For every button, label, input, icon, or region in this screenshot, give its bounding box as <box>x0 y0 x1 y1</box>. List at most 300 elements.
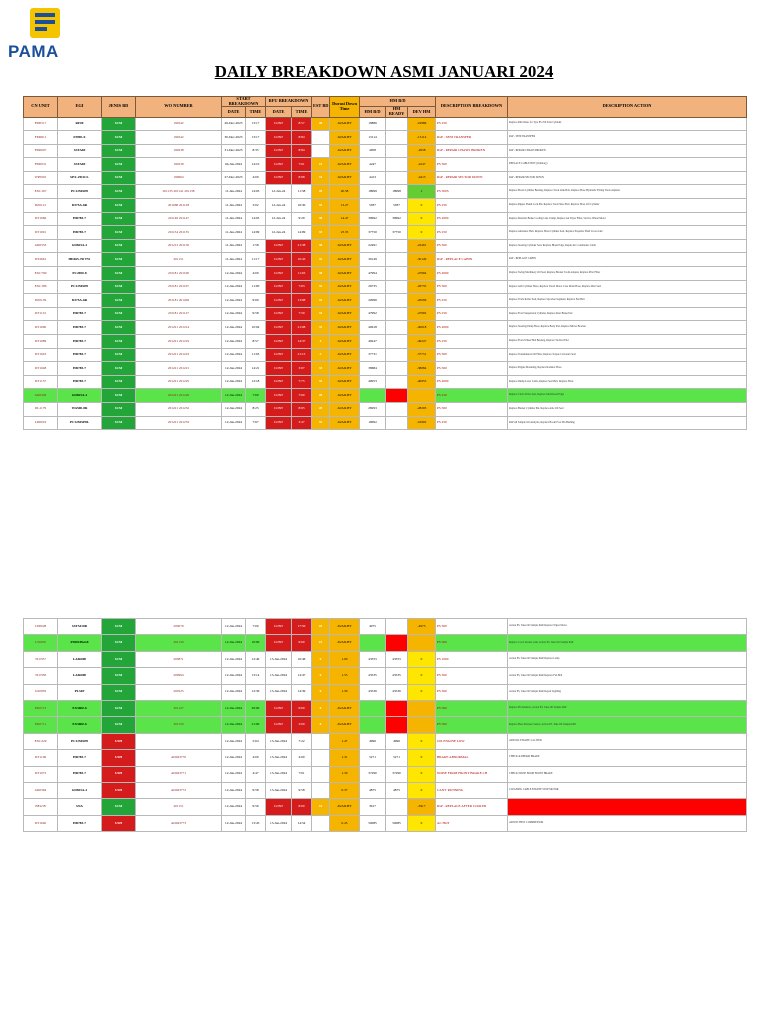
start-date-cell: 12-Jan-2024 <box>222 619 246 635</box>
jenis-bd-cell: SCM <box>102 171 136 185</box>
cn-unit-cell: DT1109 <box>24 750 58 766</box>
description-action-cell: RxP - REPAIR CHASIS BROKEN <box>508 144 747 158</box>
hm-bd-cell: 18999 <box>360 185 386 199</box>
rfu-time-cell: 3:07 <box>292 362 312 376</box>
start-date-cell: 11-Jan-2024 <box>222 226 246 240</box>
table-row <box>24 815 747 831</box>
start-date-cell: 12-Jan-2024 <box>222 717 246 733</box>
jenis-bd-cell: SCM <box>102 389 136 403</box>
egi-cell: HD785-7 <box>58 335 102 349</box>
cn-unit-cell: FM0031 <box>24 158 58 172</box>
egi-cell: HD785-7 <box>58 815 102 831</box>
hm-ready-cell: 37750 <box>386 226 408 240</box>
jenis-bd-cell: SCM <box>102 348 136 362</box>
start-time-cell: 12:36 <box>246 684 266 700</box>
start-time-cell: 10:04 <box>246 321 266 335</box>
rfu-date-cell: 13-Jan-2024 <box>266 733 292 749</box>
est-bd-cell: 33 <box>312 280 330 294</box>
start-time-cell: 12:40 <box>246 651 266 667</box>
col-durasi: Durasi Down Time <box>330 97 360 118</box>
col-hm-ready: HM READY <box>386 107 408 117</box>
dev-hm-cell: -37731 <box>408 348 436 362</box>
cn-unit-cell: DT1137 <box>24 375 58 389</box>
start-time-cell: 20:00 <box>246 700 266 716</box>
description-breakdown-cell: RxP - REPLACE CABIN <box>436 253 508 267</box>
cn-unit-cell: DL1179 <box>24 402 58 416</box>
start-date-cell: 12-Jan-2024 <box>222 684 246 700</box>
hm-ready-cell: 43539 <box>386 684 408 700</box>
start-date-cell: 30-Dec-2023 <box>222 131 246 145</box>
start-date-cell: 12-Jan-2024 <box>222 389 246 403</box>
rfu-time-cell: 17:50 <box>292 619 312 635</box>
wo-number-cell: AD043770 <box>136 750 222 766</box>
description-breakdown-cell: PS 250 <box>436 416 508 430</box>
egi-cell: PC1250SP8L <box>58 416 102 430</box>
rfu-time-cell: 14:09 <box>292 226 312 240</box>
est-bd-cell: 4 <box>312 335 330 349</box>
rfu-time-cell: 8:98 <box>292 171 312 185</box>
description-breakdown-cell: PS 250 <box>436 307 508 321</box>
start-time-cell: 4:00 <box>246 171 266 185</box>
rfu-time-cell: 14:37 <box>292 335 312 349</box>
wo-number-cell: 201181 201127 <box>136 307 222 321</box>
rfu-time-cell: 8:84 <box>292 144 312 158</box>
est-bd-cell: 6 <box>312 717 330 733</box>
rfu-date-cell: CONT <box>266 635 292 651</box>
hm-ready-cell <box>386 717 408 733</box>
wo-number-cell: 201221 201221 <box>136 362 222 376</box>
start-date-cell: 12-Jan-2024 <box>222 294 246 308</box>
rfu-time-cell: 6:00 <box>292 635 312 651</box>
jenis-bd-cell: SCM <box>102 717 136 733</box>
hm-ready-cell <box>386 348 408 362</box>
cn-unit-cell: DT1066 <box>24 212 58 226</box>
rfu-date-cell: CONT <box>266 348 292 362</box>
rfu-date-cell: CONT <box>266 717 292 733</box>
jenis-bd-cell: SCM <box>102 321 136 335</box>
durasi-cell: 1.00 <box>330 651 360 667</box>
hm-ready-cell <box>386 402 408 416</box>
wo-number-cell: AD043773 <box>136 815 222 831</box>
egi-cell: HD785-7 <box>58 212 102 226</box>
hm-bd-cell: 43535 <box>360 668 386 684</box>
description-action-cell: CLEANING CABLE ENGINE STOP MOTOR <box>508 782 747 798</box>
rfu-date-cell: CONT <box>266 171 292 185</box>
hm-bd-cell: 39992 <box>360 212 386 226</box>
rfu-time-cell: 7:00 <box>292 389 312 403</box>
jenis-bd-cell: SCM <box>102 799 136 815</box>
wo-number-cell: 201151 <box>136 799 222 815</box>
description-breakdown-cell: PS 500 <box>436 684 508 700</box>
table-row <box>24 239 747 253</box>
rfu-date-cell: 12-Jan-24 <box>266 199 292 213</box>
start-date-cell: 12-Jan-2024 <box>222 348 246 362</box>
dev-hm-cell: -26735 <box>408 280 436 294</box>
cn-unit-cell: DZ0121 <box>24 199 58 213</box>
hm-ready-cell: 37290 <box>386 766 408 782</box>
cn-unit-cell: LD0019 <box>24 416 58 430</box>
egi-cell: PC1250SP8 <box>58 185 102 199</box>
jenis-bd-cell: SCM <box>102 185 136 199</box>
logo-text: PAMA <box>8 42 59 61</box>
durasi-cell: AVAILBY <box>330 239 360 253</box>
cn-unit-cell: BEG58 <box>24 799 58 815</box>
description-breakdown-cell: RxP - REPAIR CHASIS BROKEN <box>436 144 508 158</box>
egi-cell: LA66000 <box>58 651 102 667</box>
start-date-cell: 11-Jan-2024 <box>222 239 246 253</box>
rfu-time-cell: 7:01 <box>292 766 312 782</box>
egi-cell: HD785-7 <box>58 321 102 335</box>
durasi-cell: 1.30 <box>330 766 360 782</box>
start-date-cell: 12-Jan-2024 <box>222 733 246 749</box>
description-action-cell: Replace Pin Radiator, Action PS, Take Oil Sample PAP <box>508 700 747 716</box>
egi-cell: HD785-7 <box>58 750 102 766</box>
cn-unit-cell: TL0357 <box>24 651 58 667</box>
dev-hm-cell: -22491 <box>408 239 436 253</box>
egi-cell: PC1250SP8 <box>58 280 102 294</box>
hm-ready-cell <box>386 280 408 294</box>
egi-cell: WA500-8R <box>58 402 102 416</box>
hm-bd-cell: 50085 <box>360 815 386 831</box>
est-bd-cell: 31 <box>312 171 330 185</box>
wo-number-cell: 190238 <box>136 144 222 158</box>
description-action-cell: Replace Engine Mounting, Replace Radiator Hose <box>508 362 747 376</box>
description-action-cell: Action PS, Take Oil Sample PAP, Repair Lighting <box>508 684 747 700</box>
cn-unit-cell: DT1040 <box>24 815 58 831</box>
egi-cell: P380CBtex8 <box>58 635 102 651</box>
start-time-cell: 9:58 <box>246 307 266 321</box>
rfu-date-cell: CONT <box>266 158 292 172</box>
dev-hm-cell <box>408 700 436 716</box>
start-time-cell: 8:57 <box>246 335 266 349</box>
table-row <box>24 684 747 700</box>
durasi-cell: AVAILBY <box>330 131 360 145</box>
dev-hm-cell: 0 <box>408 651 436 667</box>
description-action-cell: Replace Cover Rocker Arm, Action PS, Take Oil Sample PAP <box>508 635 747 651</box>
description-action-cell: CHECK NOISE FROM FRONT BRAKE <box>508 766 747 782</box>
est-bd-cell: 48 <box>312 117 330 131</box>
description-action-cell: Action PS, Take Oil Sample PAP, Replace Fan Belt <box>508 668 747 684</box>
start-time-cell: 11:17 <box>246 253 266 267</box>
start-date-cell: 12-Jan-2024 <box>222 280 246 294</box>
breakdown-table-bottom <box>23 618 747 832</box>
start-time-cell: 14:21 <box>246 362 266 376</box>
durasi-cell: AVAILBY <box>330 348 360 362</box>
est-bd-cell: 38 <box>312 239 330 253</box>
durasi-cell: AVAILBY <box>330 416 360 430</box>
wo-number-cell: 201221 201232 <box>136 402 222 416</box>
rfu-date-cell: 13-Jan-2024 <box>266 651 292 667</box>
col-jenis-bd: JENIS BD <box>102 97 136 118</box>
description-breakdown-cell: PS 500 <box>436 362 508 376</box>
page-title: DAILY BREAKDOWN ASMI JANUARI 2024 <box>214 62 554 81</box>
jenis-bd-cell: SCM <box>102 253 136 267</box>
hm-ready-cell <box>386 335 408 349</box>
est-bd-cell: 33 <box>312 321 330 335</box>
wo-number-cell: 201181 201190 <box>136 267 222 281</box>
est-bd-cell: 33 <box>312 375 330 389</box>
hm-ready-cell: 43535 <box>386 668 408 684</box>
table-row <box>24 619 747 635</box>
wo-number-cell: 201146 201147 <box>136 212 222 226</box>
dev-hm-cell: -28293 <box>408 402 436 416</box>
description-breakdown-cell: RxP - REPAIR SECTOR DOWN <box>436 171 508 185</box>
col-est-bd: EST BD <box>312 97 330 118</box>
hm-bd-cell: 43539 <box>360 684 386 700</box>
durasi-cell: 14.47 <box>330 212 360 226</box>
start-date-cell: 12-Jan-2024 <box>222 750 246 766</box>
hm-ready-cell <box>386 700 408 716</box>
start-date-cell: 12-Jan-2024 <box>222 651 246 667</box>
dev-hm-cell: -4958 <box>408 144 436 158</box>
dev-hm-cell: -47994 <box>408 267 436 281</box>
durasi-cell: AVAILBY <box>330 362 360 376</box>
wo-number-cell: 201150 <box>136 717 222 733</box>
rfu-date-cell: 13-Jan-2024 <box>266 782 292 798</box>
durasi-cell: AVAILBY <box>330 335 360 349</box>
rfu-date-cell: CONT <box>266 799 292 815</box>
est-bd-cell <box>312 733 330 749</box>
wo-number-cell: 201151 <box>136 253 222 267</box>
rfu-date-cell: CONT <box>266 416 292 430</box>
wo-number-cell: 190242 <box>136 117 222 131</box>
egi-cell: EX3600-6 <box>58 700 102 716</box>
description-action-cell: PAP All Sample Oil Analysis, Replace Boom Foot Pin Bushing <box>508 416 747 430</box>
dev-hm-cell: 0 <box>408 668 436 684</box>
rfu-time-cell: 21:08 <box>292 321 312 335</box>
cn-unit-cell: EK0713 <box>24 700 58 716</box>
rfu-time-cell: 7:01 <box>292 158 312 172</box>
rfu-time-cell: 6:00 <box>292 700 312 716</box>
hm-bd-cell: 40618 <box>360 321 386 335</box>
description-breakdown-cell: PS 500S <box>436 185 508 199</box>
start-date-cell: 12-Jan-2024 <box>222 335 246 349</box>
start-time-cell: 8:35 <box>246 144 266 158</box>
hm-bd-cell <box>360 717 386 733</box>
col-start-breakdown: START BREAKDOWN <box>222 97 266 107</box>
cn-unit-cell: DT1091 <box>24 226 58 240</box>
wo-number-cell: 201068 201128 <box>136 199 222 213</box>
est-bd-cell: 6 <box>312 700 330 716</box>
rfu-date-cell: CONT <box>266 700 292 716</box>
start-date-cell: 11-Jan-2024 <box>222 185 246 199</box>
dev-hm-cell: -16992 <box>408 416 436 430</box>
description-breakdown-cell: PS 2000 <box>436 375 508 389</box>
hm-bd-cell: 40953 <box>360 375 386 389</box>
start-date-cell: 11-Jan-2024 <box>222 253 246 267</box>
jenis-bd-cell: SCM <box>102 375 136 389</box>
wo-number-cell: 201135 201141 201138 <box>136 185 222 199</box>
table-row <box>24 226 747 240</box>
durasi-cell: AVAILBY <box>330 700 360 716</box>
start-time-cell: 9:09 <box>246 294 266 308</box>
start-date-cell: 12-Jan-2024 <box>222 668 246 684</box>
wo-number-cell: 200994 <box>136 668 222 684</box>
hm-ready-cell <box>386 131 408 145</box>
description-breakdown-cell: PS 500 <box>436 239 508 253</box>
jenis-bd-cell: USH <box>102 782 136 798</box>
description-breakdown-cell: PS 250 <box>436 199 508 213</box>
rfu-date-cell: 12-Jan-24 <box>266 212 292 226</box>
hm-bd-cell: 47992 <box>360 307 386 321</box>
cn-unit-cell: LS0250 <box>24 635 58 651</box>
start-time-cell: 3:02 <box>246 199 266 213</box>
start-time-cell: 14:03 <box>246 185 266 199</box>
wo-number-cell: 201221 201226 <box>136 389 222 403</box>
hm-bd-cell: 4247 <box>360 158 386 172</box>
egi-cell: HD785-7 <box>58 307 102 321</box>
description-action-cell: Replace Retarder Brake Cooling Line Clamp, Replace Air Dryer Filter, Service Wheel Motor <box>508 212 747 226</box>
durasi-cell: AVAILBY <box>330 635 360 651</box>
egi-cell: SST5410R <box>58 619 102 635</box>
dev-hm-cell: 0 <box>408 815 436 831</box>
rfu-date-cell: CONT <box>266 239 292 253</box>
col-dev-hm: DEV HM <box>408 107 436 117</box>
durasi-cell: AVAILBY <box>330 307 360 321</box>
wo-number-cell: 200871 <box>136 651 222 667</box>
rfu-date-cell: 13-Jan-2024 <box>266 766 292 782</box>
est-bd-cell: 33 <box>312 307 330 321</box>
hm-bd-cell: 20096 <box>360 294 386 308</box>
jenis-bd-cell: SCM <box>102 362 136 376</box>
egi-cell: RF00 <box>58 117 102 131</box>
start-time-cell: 11:00 <box>246 280 266 294</box>
hm-ready-cell <box>386 117 408 131</box>
table-row <box>24 416 747 430</box>
rfu-date-cell: 13-Jan-2024 <box>266 668 292 684</box>
jenis-bd-cell: SCM <box>102 416 136 430</box>
hm-ready-cell <box>386 171 408 185</box>
start-date-cell: 12-Jan-2024 <box>222 700 246 716</box>
rfu-time-cell: 8:00 <box>292 799 312 815</box>
durasi-cell: 1.55 <box>330 668 360 684</box>
est-bd-cell: 28 <box>312 402 330 416</box>
jenis-bd-cell: SCM <box>102 131 136 145</box>
description-action-cell: RxP - REPAIR SECTOR DOWN <box>508 171 747 185</box>
dev-hm-cell: -4975 <box>408 619 436 635</box>
est-bd-cell: 20 <box>312 619 330 635</box>
jenis-bd-cell: SCM <box>102 635 136 651</box>
dev-hm-cell: 0 <box>408 199 436 213</box>
durasi-cell: 0.37 <box>330 782 360 798</box>
est-bd-cell <box>312 782 330 798</box>
cn-unit-cell: GR0364 <box>24 782 58 798</box>
hm-bd-cell: 4996 <box>360 733 386 749</box>
durasi-cell: 1.31 <box>330 750 360 766</box>
dev-hm-cell: -40953 <box>408 375 436 389</box>
durasi-cell: 1.59 <box>330 684 360 700</box>
start-time-cell: 12:18 <box>246 375 266 389</box>
rfu-date-cell: CONT <box>266 307 292 321</box>
table-row <box>24 799 747 815</box>
rfu-time-cell: 14:47 <box>292 668 312 684</box>
wo-number-cell: 201213 201150 <box>136 239 222 253</box>
table-row <box>24 348 747 362</box>
start-time-cell: 13:17 <box>246 117 266 131</box>
hm-bd-cell: 22491 <box>360 239 386 253</box>
start-time-cell: 13:45 <box>246 815 266 831</box>
hm-bd-cell: 28293 <box>360 402 386 416</box>
hm-ready-cell <box>386 294 408 308</box>
table-row <box>24 402 747 416</box>
hm-ready-cell <box>386 158 408 172</box>
description-action-cell: Replace Transmission Oil Filter, Replace Torque Converter Seal <box>508 348 747 362</box>
table-row <box>24 635 747 651</box>
rfu-date-cell: 12-Jan-24 <box>266 226 292 240</box>
description-breakdown-cell: PS 500 <box>436 717 508 733</box>
durasi-cell: AVAILBY <box>330 321 360 335</box>
durasi-cell: AVAILBY <box>330 280 360 294</box>
est-bd-cell: 33 <box>312 199 330 213</box>
cn-unit-cell: FM0007 <box>24 144 58 158</box>
cn-unit-cell: EXC799 <box>24 267 58 281</box>
egi-cell: HD465-7R TW <box>58 253 102 267</box>
rfu-time-cell: 7:22 <box>292 733 312 749</box>
egi-cell: HD785-7 <box>58 766 102 782</box>
description-action-cell: REPLACE CABLE HOT (Ordinary) <box>508 158 747 172</box>
wo-number-cell: 201181 201197 <box>136 280 222 294</box>
durasi-cell: AVAILBY <box>330 619 360 635</box>
rfu-time-cell: 16:46 <box>292 651 312 667</box>
description-breakdown-cell: PS 250 <box>436 294 508 308</box>
hm-ready-cell: 5271 <box>386 750 408 766</box>
table-row <box>24 144 747 158</box>
start-date-cell: 27-Dec-2023 <box>222 171 246 185</box>
hm-bd-cell: 37290 <box>360 766 386 782</box>
start-time-cell: 4:00 <box>246 267 266 281</box>
start-time-cell: 10:00 <box>246 635 266 651</box>
hm-ready-cell: 5937 <box>386 199 408 213</box>
hm-bd-cell: 4975 <box>360 619 386 635</box>
dev-hm-cell: 0 <box>408 782 436 798</box>
est-bd-cell: 21 <box>312 158 330 172</box>
cn-unit-cell: GR0329 <box>24 389 58 403</box>
table-row <box>24 717 747 733</box>
start-date-cell: 12-Jan-2024 <box>222 402 246 416</box>
breakdown-rows-top <box>24 117 747 430</box>
start-date-cell: 12-Jan-2024 <box>222 307 246 321</box>
wo-number-cell: 201221 201225 <box>136 375 222 389</box>
table-row <box>24 253 747 267</box>
table-row <box>24 651 747 667</box>
table-row <box>24 668 747 684</box>
est-bd-cell: 6 <box>312 668 330 684</box>
wo-number-cell: 201134 201135 <box>136 226 222 240</box>
wo-number-cell: 201221 201214 <box>136 321 222 335</box>
col-rfu-time: TIME <box>292 107 312 117</box>
egi-cell: HD785-7 <box>58 226 102 240</box>
cn-unit-cell: EXC186 <box>24 280 58 294</box>
est-bd-cell: 6 <box>312 684 330 700</box>
durasi-cell: AVAILBY <box>330 253 360 267</box>
dev-hm-cell: 0 <box>408 212 436 226</box>
description-action-cell: ADD OIL ENGINE 2.4 LITER <box>508 733 747 749</box>
col-start-time: TIME <box>246 107 266 117</box>
durasi-cell: AVAILBY <box>330 117 360 131</box>
description-breakdown-cell: PS 2000 <box>436 321 508 335</box>
wo-number-cell: 201147 <box>136 700 222 716</box>
rfu-time-cell: 21:38 <box>292 239 312 253</box>
start-time-cell: 5:04 <box>246 733 266 749</box>
cn-unit-cell: DT1101 <box>24 307 58 321</box>
durasi-cell: AVAILBY <box>330 144 360 158</box>
hm-bd-cell: 4413 <box>360 171 386 185</box>
cn-unit-cell: GS0059 <box>24 684 58 700</box>
col-rfu-breakdown: RFU BREAKDOWN <box>266 97 312 107</box>
start-time-cell: 1:58 <box>246 239 266 253</box>
start-date-cell: 12-Jan-2024 <box>222 799 246 815</box>
egi-cell: GD825A-2 <box>58 389 102 403</box>
